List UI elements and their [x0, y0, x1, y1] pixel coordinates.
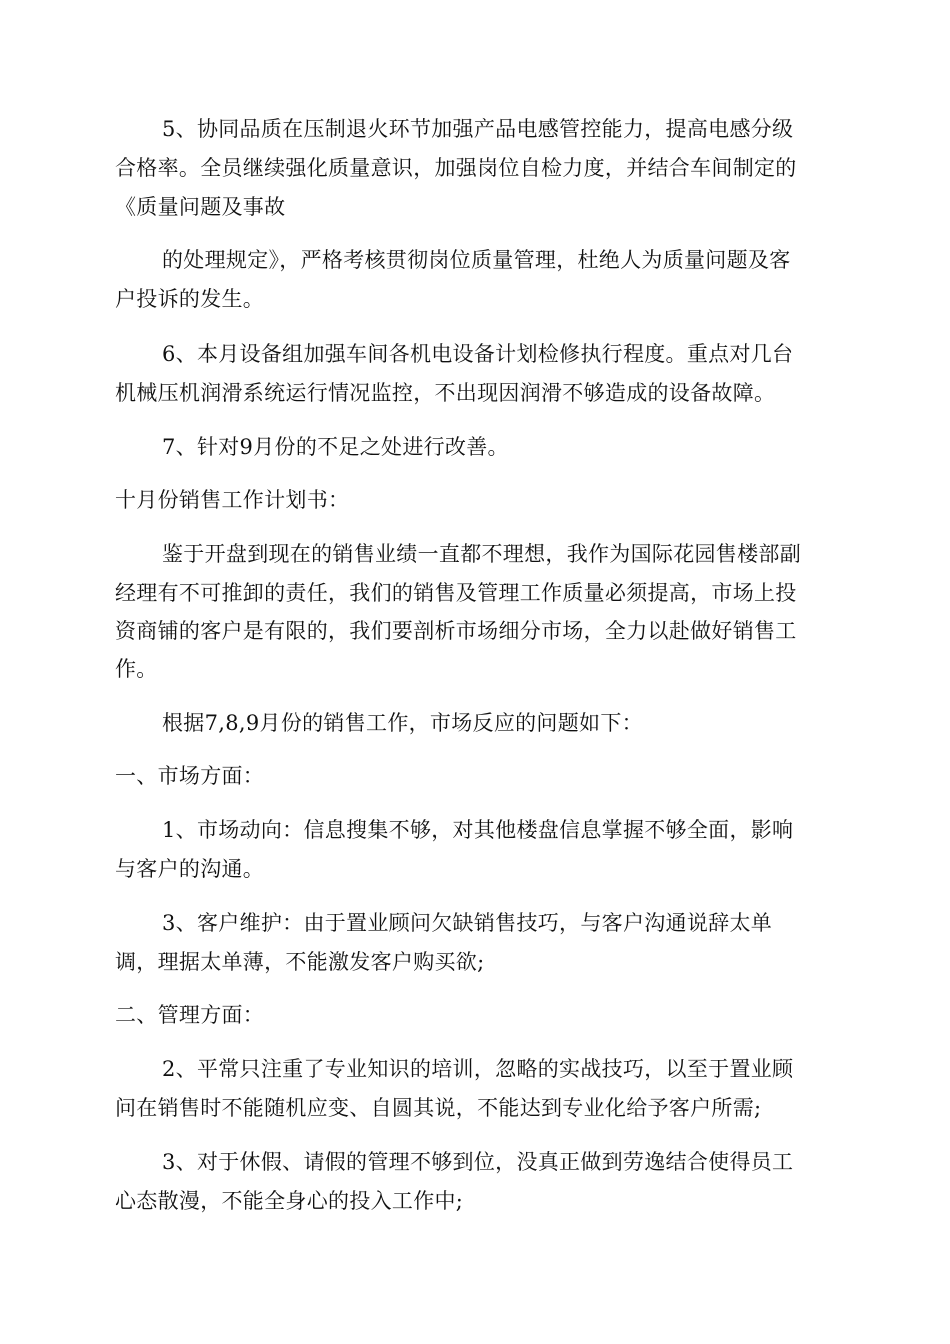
paragraph-line: 5、协同品质在压制退火环节加强产品电感管控能力，提高电感分级 [162, 117, 794, 141]
paragraph-line: 1、市场动向：信息搜集不够，对其他楼盘信息掌握不够全面，影响 [162, 818, 794, 842]
section-heading: 一、市场方面： [115, 764, 265, 788]
paragraph-line: 鉴于开盘到现在的销售业绩一直都不理想，我作为国际花园售楼部副 [162, 542, 801, 566]
paragraph-line: 作。 [115, 657, 158, 681]
paragraph-line: 6、本月设备组加强车间各机电设备计划检修执行程度。重点对几台 [162, 342, 794, 366]
paragraph-line: 的处理规定》，严格考核贯彻岗位质量管理，杜绝人为质量问题及客 [162, 248, 791, 272]
paragraph-line: 3、对于休假、请假的管理不够到位，没真正做到劳逸结合使得员工 [162, 1150, 794, 1174]
paragraph-line: 机械压机润滑系统运行情况监控，不出现因润滑不够造成的设备故障。 [115, 381, 776, 405]
paragraph-line: 户投诉的发生。 [115, 287, 265, 311]
paragraph-line: 心态散漫，不能全身心的投入工作中; [115, 1189, 464, 1213]
paragraph-line: 与客户的沟通。 [115, 857, 265, 881]
paragraph-line: 问在销售时不能随机应变、自圆其说，不能达到专业化给予客户所需; [115, 1096, 762, 1120]
section-heading: 十月份销售工作计划书： [115, 488, 350, 512]
paragraph-line: 资商铺的客户是有限的，我们要剖析市场细分市场，全力以赴做好销售工 [115, 619, 797, 643]
paragraph-line: 3、客户维护：由于置业顾问欠缺销售技巧，与客户沟通说辞太单 [162, 911, 773, 935]
paragraph-line: 7、针对9月份的不足之处进行改善。 [162, 435, 509, 459]
paragraph-line: 合格率。全员继续强化质量意识，加强岗位自检力度，并结合车间制定的 [115, 156, 797, 180]
paragraph-line: 根据7,8,9月份的销售工作，市场反应的问题如下： [162, 711, 643, 735]
paragraph-line: 《质量问题及事故 [115, 195, 286, 219]
paragraph-line: 调，理据太单薄，不能激发客户购买欲; [115, 950, 485, 974]
section-heading: 二、管理方面： [115, 1003, 265, 1027]
paragraph-line: 经理有不可推卸的责任，我们的销售及管理工作质量必须提高，市场上投 [115, 581, 797, 605]
paragraph-line: 2、平常只注重了专业知识的培训，忽略的实战技巧，以至于置业顾 [162, 1057, 794, 1081]
